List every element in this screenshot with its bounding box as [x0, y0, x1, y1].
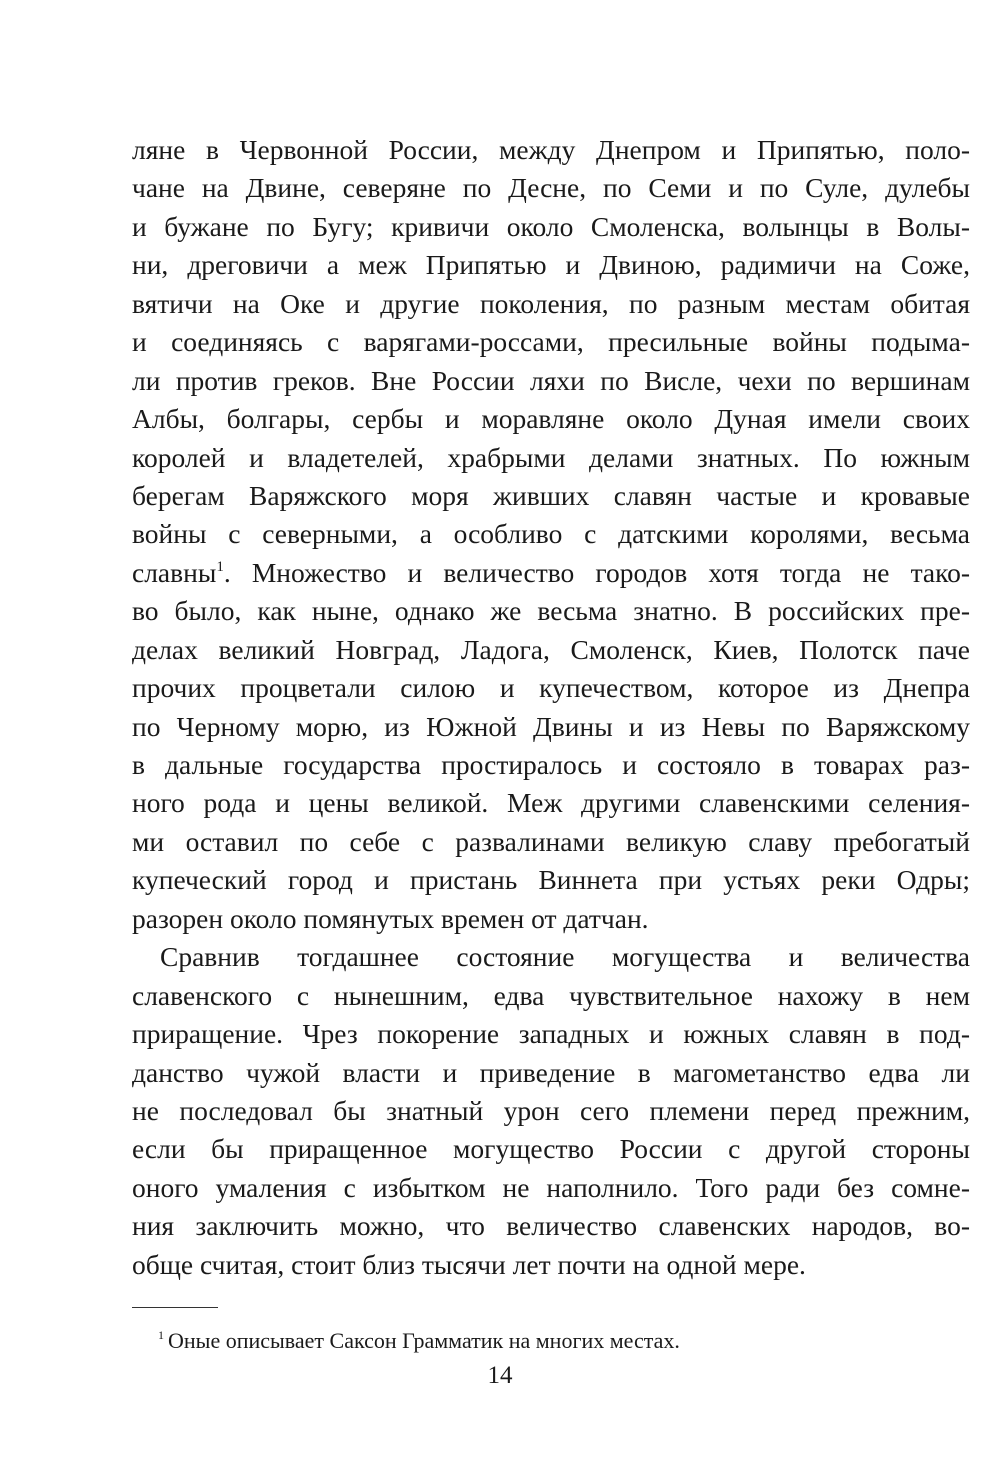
text-line: ли против греков. Вне России ляхи по Висле, чехи по вершинам: [132, 364, 970, 396]
page-number: 14: [487, 1362, 513, 1389]
footnote: [158, 1328, 680, 1354]
text-line: делах великий Новград, Ладога, Смоленск, Киев, Полотск паче: [132, 633, 970, 665]
text-line: по Черному морю, из Южной Двины и из Невы по Варяжскому: [132, 710, 970, 742]
text-line: в дальные государства простиралось и состояло в товарах раз-: [132, 749, 970, 780]
paragraph: [132, 131, 970, 938]
text-line: ния заключить можно, что величество славенских народов, во-: [132, 1210, 970, 1242]
footnote-text: Оные описывает Саксон Грамматик на многих местах.: [168, 1328, 680, 1353]
text-line: оного умаления с избытком не наполнило. Того ради без сомне-: [132, 1171, 970, 1203]
text-line: Албы, болгары, сербы и моравляне около Дуная имели своих: [132, 403, 970, 435]
text-line: разорен около помянутых времен от датчан.: [132, 902, 649, 934]
text-line: королей и владетелей, храбрыми делами знатных. По южным: [132, 441, 970, 473]
text-line: Сравнив тогдашнее состояние могущества и величества: [160, 941, 970, 973]
text-line: ного рода и цены великой. Меж другими славенскими селения-: [132, 787, 970, 819]
paragraph: [132, 938, 970, 1284]
text-line: войны с северными, а особливо с датскими королями, весьма: [132, 518, 970, 550]
text-line: купеческий город и пристань Виннета при устьях реки Одры;: [132, 864, 970, 896]
text-line: ляне в Червонной России, между Днепром и Припятью, поло-: [132, 134, 970, 165]
footnote-marker: 1: [158, 1328, 164, 1342]
text-line: если бы приращенное могущество России с другой стороны: [132, 1133, 970, 1165]
text-line: и бужане по Бугу; кривичи около Смоленска, волынцы в Волы-: [132, 210, 970, 242]
text-line: обще считая, стоит близ тысячи лет почти на одной мере.: [132, 1248, 806, 1280]
text-line: славенского с нынешним, едва чувствительное нахожу в нем: [132, 979, 970, 1011]
footnote-reference[interactable]: 1: [216, 558, 224, 575]
footnote-divider: [132, 1307, 218, 1308]
text-segment: славны: [132, 556, 217, 588]
text-line: вятичи на Оке и другие поколения, по разным местам обитая: [132, 287, 970, 319]
text-line: приращение. Чрез покорение западных и южных славян в под-: [132, 1018, 970, 1050]
text-line: во было, как ныне, однако же весьма знатно. В российских пре-: [132, 595, 970, 627]
text-line: чане на Двине, северяне по Десне, по Семи и по Суле, дулебы: [132, 172, 970, 204]
text-line: ми оставил по себе с развалинами великую славу пребогатый: [132, 825, 970, 857]
text-line: [132, 554, 970, 592]
text-line: и соединяясь с варягами-россами, пресильные войны подыма-: [132, 326, 970, 358]
text-line: берегам Варяжского моря живших славян частые и кровавые: [132, 479, 970, 511]
text-line: не последовал бы знатный урон сего племени перед прежним,: [132, 1094, 970, 1126]
text-line: данство чужой власти и приведение в магометанство едва ли: [132, 1056, 970, 1088]
text-segment: . Множество и величество городов хотя тогда не тако-: [223, 556, 970, 588]
text-line: ни, дреговичи а меж Припятью и Двиною, радимичи на Соже,: [132, 249, 970, 281]
body-text: [132, 131, 970, 1284]
text-line: прочих процветали силою и купечеством, которое из Днепра: [132, 672, 970, 704]
